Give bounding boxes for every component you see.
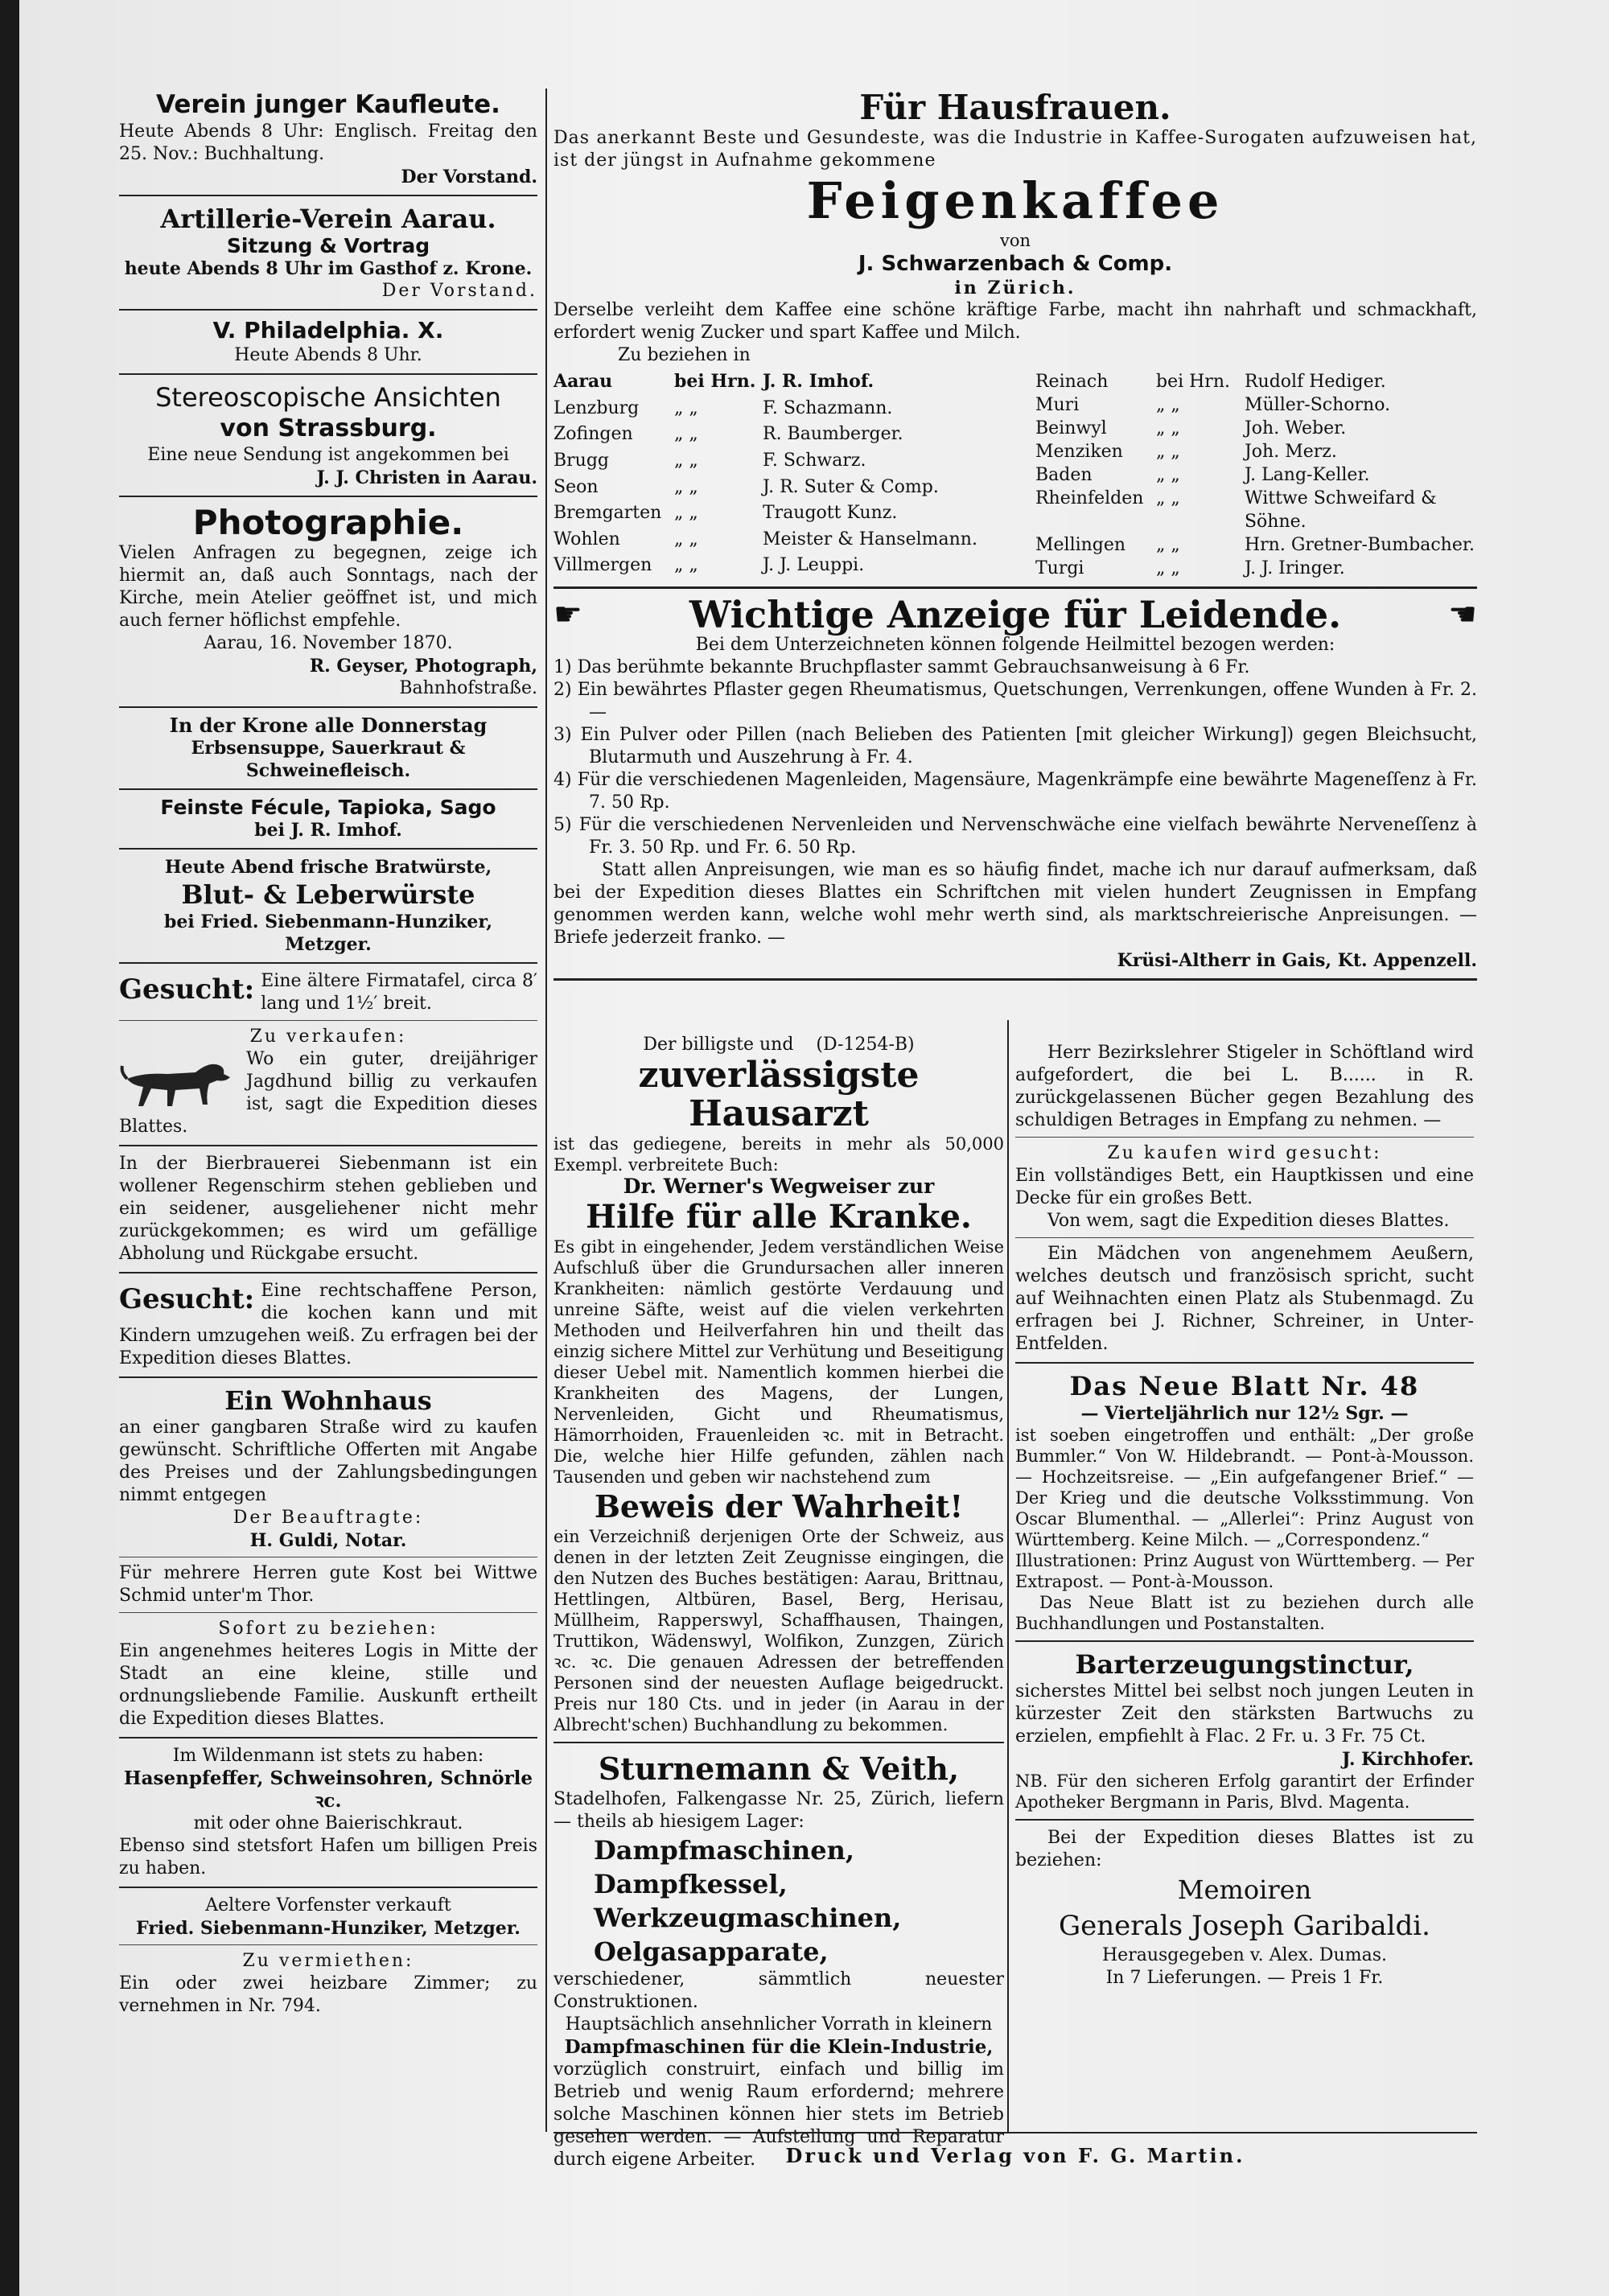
- kaffee-sub: Zu beziehen in: [618, 345, 751, 365]
- stigeler-text: Herr Bezirkslehrer Stigeler in Schöftland wird aufgefordert, die bei L. B...... in R. zurückgelassenen Bücher gegen Bezahlung des schuldigen Betrages in Empfang zu nehmen. —: [1015, 1043, 1474, 1130]
- wohnhaus-text: an einer gangbaren Straße wird zu kaufen gewünscht. Schriftliche Offerten mit Angabe des Preises und der Zahlungsbedingungen nimmt entgegen: [119, 1418, 537, 1505]
- dealer-row: [1035, 417, 1477, 440]
- garibaldi-t4: In 7 Lieferungen. — Preis 1 Fr.: [1105, 1968, 1384, 1988]
- ad-philadelphia: [119, 317, 537, 367]
- artillerie-sig: Der Vorstand.: [381, 281, 537, 301]
- gesucht1-text: Eine ältere Firmatafel, circa 8′ lang und 1½′ breit.: [261, 971, 537, 1014]
- dealer-row: [553, 449, 1003, 475]
- dealer-row: [553, 422, 1003, 449]
- ad-fecule: [119, 796, 537, 841]
- dealer-prefix: „ „: [1155, 465, 1180, 485]
- dealer-town: Muri: [1035, 395, 1080, 415]
- dealer-prefix: „ „: [674, 529, 698, 549]
- wildenmann-line3: mit oder ohne Baierischkraut.: [193, 1813, 463, 1833]
- dealer-prefix: „ „: [674, 424, 698, 445]
- ad-hausarzt: [553, 1034, 1004, 1735]
- dealer-name: J. J. Leuppi.: [763, 555, 865, 576]
- photo-title: Photographie.: [192, 503, 464, 542]
- bart-title: Barterzeugungstinctur,: [1075, 1649, 1414, 1680]
- sturnemann-text: Stadelhofen, Falkengasse Nr. 25, Zürich, liefern — theils ab hiesigem Lager:: [553, 1789, 1004, 1832]
- dealer-table-right: [1035, 370, 1477, 580]
- neueblatt-title: Das Neue Blatt Nr. 48: [1069, 1371, 1420, 1401]
- dealer-row: [1035, 487, 1477, 533]
- dealer-row: [1035, 440, 1477, 463]
- ad-vorfenster: [119, 1895, 537, 1940]
- maedchen-text: Ein Mädchen von angenehmem Aeußern, welches deutsch und französisch spricht, sucht auf Weihnachten einen Platz als Stubenmagd. Zu erfragen bei J. Richner, Schreiner, in Unter-Entfelden.: [1015, 1244, 1474, 1354]
- ad-feigenkaffee: [553, 88, 1477, 580]
- bratwurst-line2: Blut- & Leberwürste: [181, 879, 475, 910]
- philadelphia-title: V. Philadelphia. X.: [212, 317, 444, 344]
- leidende-intro: Bei dem Unterzeichneten können folgende Heilmittel bezogen werden:: [695, 635, 1335, 655]
- dealer-town: Aarau: [553, 371, 613, 392]
- machine-item: Werkzeugmaschinen,: [594, 1903, 902, 1933]
- ad-bratwurst: [119, 856, 537, 956]
- ad-jagdhund: [119, 1026, 537, 1138]
- kaffee-city: in Zürich.: [954, 278, 1076, 298]
- bratwurst-line1: Heute Abend frische Bratwürste,: [164, 857, 492, 878]
- column-rule-right: [1007, 1020, 1009, 2132]
- dealer-town: Turgi: [1035, 558, 1084, 578]
- dealer-town: Reinach: [1035, 372, 1109, 392]
- dealer-town: Bremgarten: [553, 503, 662, 524]
- ad-stigeler: [1015, 1042, 1474, 1132]
- stereo-title2: von Strassburg.: [220, 414, 437, 442]
- wohnhaus-sig: H. Guldi, Notar.: [249, 1530, 407, 1551]
- left-column: [119, 88, 537, 2021]
- neueblatt-text2: Das Neue Blatt ist zu beziehen durch alle Buchhandlungen und Postanstalten.: [1015, 1593, 1474, 1633]
- dealer-row: [553, 475, 1003, 502]
- dealer-prefix: „ „: [674, 450, 698, 471]
- column-rule-left: [545, 88, 547, 2132]
- dealer-name: F. Schazmann.: [763, 397, 893, 418]
- photo-date: Aarau, 16. November 1870.: [204, 633, 453, 653]
- ad-kost: [119, 1562, 537, 1607]
- bart-sig: J. Kirchhofer.: [1342, 1749, 1474, 1770]
- kaffee-title: Für Hausfrauen.: [859, 88, 1171, 127]
- dealer-row: [1035, 557, 1477, 580]
- ad-garibaldi: [1015, 1827, 1474, 1989]
- dealer-table-left: [553, 370, 1003, 580]
- leidende-sig: Krüsi-Altherr in Gais, Kt. Appenzell.: [1117, 950, 1477, 971]
- machine-list: [553, 1833, 1004, 1969]
- kaffee-firm: J. Schwarzenbach & Comp.: [858, 252, 1173, 276]
- dealer-row: [553, 501, 1003, 528]
- zimmer-text: Ein oder zwei heizbare Zimmer; zu vernehmen in Nr. 794.: [119, 1973, 537, 2016]
- garibaldi-t2: Generals Joseph Garibaldi.: [1058, 1910, 1430, 1942]
- hausarzt-sub: ist das gediegene, bereits in mehr als 50,000 Exempl. verbreitete Buch:: [553, 1134, 1004, 1175]
- dealer-prefix: „ „: [674, 555, 698, 576]
- photo-text: Vielen Anfragen zu begegnen, zeige ich hiermit an, daß auch Sonntags, nach der Kirche, mein Atelier geöffnet ist, und mich auch ferner höflichst empfehle.: [119, 543, 537, 631]
- bratwurst-line3: bei Fried. Siebenmann-Hunziker, Metzger.: [163, 911, 493, 955]
- ad-bett: [1015, 1142, 1474, 1232]
- pointing-hand-right-icon: ☛: [553, 596, 582, 633]
- dealer-prefix: „ „: [1155, 442, 1180, 462]
- verein-sig: Der Vorstand.: [401, 167, 537, 187]
- verein-title: Verein junger Kaufleute.: [156, 90, 500, 119]
- remedy-item: 2) Ein bewährtes Pflaster gegen Rheumatismus, Quetschungen, Verrenkungen, offene Wunden à Fr. 2. —: [553, 680, 1477, 722]
- bett-text: Ein vollständiges Bett, ein Hauptkissen und eine Decke für ein großes Bett.: [1015, 1166, 1474, 1208]
- kost-text: Für mehrere Herren gute Kost bei Wittwe Schmid unter'm Thor.: [119, 1563, 537, 1606]
- sturnemann-title: Sturnemann & Veith,: [598, 1751, 960, 1787]
- dealer-name: Joh. Weber.: [1244, 418, 1347, 438]
- hausarzt-book1: Dr. Werner's Wegweiser zur: [623, 1175, 935, 1198]
- artillerie-line2: heute Abends 8 Uhr im Gasthof z. Krone.: [124, 258, 533, 279]
- dealer-name: J. J. Iringer.: [1244, 558, 1345, 578]
- ad-sturnemann: [553, 1750, 1004, 2171]
- stereo-sig: J. J. Christen in Aarau.: [316, 467, 537, 488]
- dealer-prefix: „ „: [674, 476, 698, 497]
- dealer-name: Joh. Merz.: [1244, 442, 1337, 462]
- krone-line1: In der Krone alle Donnerstag: [169, 714, 488, 737]
- ad-zimmer: [119, 1950, 537, 2018]
- dealer-prefix: „ „: [1155, 418, 1180, 438]
- remedy-list: [553, 656, 1477, 859]
- dealer-row: [553, 397, 1003, 423]
- bett-text2: Von wem, sagt die Expedition dieses Blattes.: [1047, 1211, 1450, 1231]
- dealer-row: [1035, 393, 1477, 417]
- ad-photographie: [119, 504, 537, 700]
- leidende-title: Wichtige Anzeige für Leidende.: [689, 593, 1342, 636]
- verein-text: Heute Abends 8 Uhr: Englisch. Freitag den 25. Nov.: Buchhaltung.: [119, 121, 537, 164]
- dealer-name: Meister & Hanselmann.: [763, 529, 977, 549]
- bart-text: sicherstes Mittel bei selbst noch jungen Leuten in kürzester Zeit den stärksten Bartwuchs zu erzielen, empfiehlt à Flac. 2 Fr. u. 3 Fr. 75 Ct.: [1015, 1681, 1474, 1747]
- ad-bart: [1015, 1648, 1474, 1813]
- dealer-town: Zofingen: [553, 424, 633, 445]
- dealer-prefix: „ „: [1155, 558, 1180, 578]
- neueblatt-price: — Vierteljährlich nur 12½ Sgr. —: [1080, 1403, 1409, 1424]
- ad-wohnhaus: [119, 1385, 537, 1552]
- wildenmann-line1: Im Wildenmann ist stets zu haben:: [172, 1746, 484, 1766]
- garibaldi-text: Bei der Expedition dieses Blattes ist zu beziehen:: [1015, 1828, 1474, 1870]
- gesucht1-head: Gesucht:: [119, 973, 255, 1006]
- vorfenster-line1: Aeltere Vorfenster verkauft: [205, 1895, 451, 1915]
- wildenmann-line2: Hasenpfeffer, Schweinsohren, Schnörle ꝛc.: [123, 1767, 533, 1812]
- hausarzt-pre: Der billigste und: [643, 1035, 794, 1055]
- machine-item: Oelgasapparate,: [594, 1936, 829, 1967]
- middle-column: [553, 1034, 1004, 2175]
- stereo-text: Eine neue Sendung ist angekommen bei: [147, 445, 509, 465]
- right-column: [1015, 1042, 1474, 1993]
- dealer-town: Brugg: [553, 450, 610, 471]
- kaffee-von: von: [999, 231, 1031, 250]
- dealer-row: [1035, 463, 1477, 487]
- dealer-row: [1035, 533, 1477, 557]
- leidende-text: Statt allen Anpreisungen, wie man es so häufig findet, mache ich nur darauf aufmerksam, daß bei der Expedition dieses Blattes ein Schriftchen mit vielen hundert Zeugnissen in Empfang genommen werden kann, welche wohl mehr werth sind, als marktschreierische Anpreisungen. — Briefe jederzeit franko. —: [553, 860, 1477, 948]
- garibaldi-t3: Herausgegeben v. Alex. Dumas.: [1102, 1945, 1387, 1965]
- fecule-line2: bei J. R. Imhof.: [254, 820, 402, 841]
- fecule-line1: Feinste Fécule, Tapioka, Sago: [160, 796, 496, 819]
- wildenmann-line4: Ebenso sind stetsfort Hafen um billigen Preis zu haben.: [119, 1836, 537, 1878]
- ad-logis: [119, 1618, 537, 1730]
- ad-stereo: [119, 381, 537, 489]
- ad-krone: [119, 714, 537, 782]
- dealer-name: Rudolf Hediger.: [1244, 372, 1386, 392]
- dealer-prefix: „ „: [1155, 535, 1180, 555]
- dealer-town: Wohlen: [553, 529, 620, 549]
- machine-item: Dampfkessel,: [594, 1869, 788, 1899]
- photo-addr: Bahnhofstraße.: [399, 678, 537, 698]
- dealer-town: Mellingen: [1035, 535, 1126, 555]
- dealer-name: Müller-Schorno.: [1244, 395, 1391, 415]
- dealer-town: Beinwyl: [1035, 418, 1107, 438]
- ad-gesucht-firmatafel: [119, 970, 537, 1015]
- dealer-town: Baden: [1035, 465, 1093, 485]
- dealer-row: [1035, 370, 1477, 393]
- machine-item: Dampfmaschinen,: [594, 1835, 855, 1866]
- logis-head: Sofort zu beziehen:: [218, 1619, 438, 1639]
- hausarzt-book2: Hilfe für alle Kranke.: [586, 1198, 972, 1236]
- ad-neues-blatt: [1015, 1370, 1474, 1634]
- krone-line2: Erbsensuppe, Sauerkraut & Schweinefleisch.: [191, 738, 466, 781]
- dealer-town: Seon: [553, 476, 599, 497]
- remedy-item: 5) Für die verschiedenen Nervenleiden und Nervenschwäche eine vielfach bewährte Nerveneſſenz à Fr. 3. 50 Rp. und Fr. 6. 50 Rp.: [553, 815, 1477, 858]
- jagdhund-text: Wo ein guter, dreijähriger Jagdhund billig zu verkaufen ist, sagt die Expedition dieses Blattes.: [119, 1049, 537, 1137]
- hausarzt-text2: ein Verzeichniß derjenigen Orte der Schweiz, aus denen in der letzten Zeit Zeugnisse eingingen, die den Nutzen des Buches bestätigen: Aarau, Brittnau, Hettlingen, Altbüren, Basel, Berg, Herisau, Müllheim, Rapperswyl, Schaffhausen, Thaingen, Truttikon, Wädenswyl, Wolfikon, Zunzgen, Zürich ꝛc. ꝛc. Die genauen Adressen der betreffenden Personen sind der neuesten Auflage beigedruckt. Preis nur 180 Cts. und in jeder (in Aarau in der Albrecht'schen) Buchhandlung zu bekommen.: [553, 1527, 1004, 1734]
- philadelphia-line: Heute Abends 8 Uhr.: [234, 345, 422, 365]
- wohnhaus-title: Ein Wohnhaus: [224, 1385, 432, 1416]
- dealer-prefix: bei Hrn.: [674, 371, 756, 392]
- hausarzt-proof: Beweis der Wahrheit!: [594, 1488, 964, 1524]
- ad-maedchen: [1015, 1243, 1474, 1356]
- wohnhaus-role: Der Beauftragte:: [233, 1508, 424, 1528]
- zimmer-head: Zu vermiethen:: [242, 1951, 414, 1971]
- dealer-name: Wittwe Schweifard & Söhne.: [1244, 488, 1437, 532]
- gesucht2-head: Gesucht:: [119, 1283, 255, 1315]
- remedy-item: 4) Für die verschiedenen Magenleiden, Magensäure, Magenkrämpfe eine bewährte Mageneſſenz à Fr. 7. 50 Rp.: [553, 770, 1477, 813]
- dealer-name: F. Schwarz.: [763, 450, 866, 471]
- dealer-prefix: „ „: [674, 397, 698, 418]
- ad-gesucht-person: [119, 1280, 537, 1370]
- kaffee-intro: Das anerkannt Beste und Gesundeste, was die Industrie in Kaffee-Surogaten aufzuweisen hat, ist der jüngst in Aufnahme gekommene: [553, 128, 1477, 171]
- bett-head: Zu kaufen wird gesucht:: [1107, 1143, 1382, 1163]
- dog-illustration-icon: [119, 1048, 240, 1113]
- ad-artillerie: [119, 203, 537, 302]
- sturnemann-text4: vorzüglich construirt, einfach und billig im Betrieb und wenig Raum erfordernd; mehrere solche Maschinen können hier stets im Betrieb gesehen werden. — Aufstellung und Reparatur durch eigene Arbeiter.: [553, 2059, 1004, 2170]
- dealer-town: Villmergen: [553, 555, 652, 576]
- remedy-item: 1) Das berühmte bekannte Bruchpflaster sammt Gebrauchsanweisung à 6 Fr.: [553, 657, 1250, 677]
- dealer-name: Traugott Kunz.: [763, 503, 898, 524]
- dealer-name: J. R. Imhof.: [763, 371, 874, 392]
- neueblatt-illus: Illustrationen: Prinz August von Württemberg. — Per Extrapost. — Pont-à-Mousson.: [1015, 1551, 1474, 1591]
- footer-imprint: Druck und Verlag von F. G. Martin.: [785, 2144, 1245, 2167]
- ad-regenschirm: [119, 1153, 537, 1265]
- dealer-prefix: „ „: [674, 503, 698, 524]
- regenschirm-text: In der Bierbrauerei Siebenmann ist ein wollener Regenschirm stehen geblieben und ein seidener, ausgeliehener nicht mehr zurückgekommen; es wird um gefällige Abholung und Rückgabe ersucht.: [119, 1154, 537, 1264]
- stereo-title1: Stereoscopische Ansichten: [155, 382, 501, 413]
- dealer-prefix: bei Hrn.: [1155, 372, 1230, 392]
- dealer-town: Lenzburg: [553, 397, 640, 418]
- artillerie-line1: Sitzung & Vortrag: [226, 234, 430, 257]
- dealer-prefix: „ „: [1155, 488, 1180, 508]
- dealer-name: J. R. Suter & Comp.: [763, 476, 939, 497]
- sturnemann-text3: Hauptsächlich ansehnlicher Vorrath in kleinern: [565, 2014, 993, 2035]
- kaffee-product: Feigenkaffee: [806, 171, 1224, 230]
- pointing-hand-left-icon: ☚: [1448, 596, 1477, 633]
- ad-leidende: [553, 595, 1477, 972]
- remedy-item: 3) Ein Pulver oder Pillen (nach Belieben des Patienten [mit gleicher Wirkung]) gegen Bleichsucht, Blutarmuth und Auszehrung à Fr. 4.: [553, 725, 1477, 767]
- sturnemann-text2: verschiedener, sämmtlich neuester Construktionen.: [553, 1969, 1004, 2012]
- dealer-name: Hrn. Gretner-Bumbacher.: [1244, 535, 1475, 555]
- dealer-town: Menziken: [1035, 442, 1123, 462]
- ad-verein: [119, 88, 537, 188]
- ad-wildenmann: [119, 1745, 537, 1880]
- photo-sig: R. Geyser, Photograph,: [309, 656, 537, 677]
- dealer-name: R. Baumberger.: [763, 424, 903, 445]
- jagdhund-head: Zu verkaufen:: [249, 1027, 407, 1047]
- dealer-town: Rheinfelden: [1035, 488, 1144, 508]
- neueblatt-text: ist soeben eingetroffen und enthält: „Der große Bummler.“ Von W. Hildebrandt. — Pont-à-Mousson. — Hochzeitsreise. — „Ein aufgefangener Brief.“ — Der Krieg und die deutsche Volksstimmung. Von Oscar Blumenthal. — „Allerlei“: Prinz August von Württemberg. Keine Milch. — „Correspondenz.“: [1015, 1426, 1474, 1549]
- artillerie-title: Artillerie-Verein Aarau.: [160, 204, 496, 234]
- top-wide-area: [553, 88, 1477, 987]
- dealer-row: [553, 528, 1003, 554]
- bart-nb: NB. Für den sicheren Erfolg garantirt der Erfinder Apotheker Bergmann in Paris, Blvd. Magenta.: [1015, 1771, 1474, 1812]
- dealer-prefix: „ „: [1155, 395, 1180, 415]
- logis-text: Ein angenehmes heiteres Logis in Mitte der Stadt an eine kleine, stille und ordnungsliebende Familie. Auskunft ertheilt die Expedition dieses Blattes.: [119, 1641, 537, 1729]
- hausarzt-text: Es gibt in eingehender, Jedem verständlichen Weise Aufschluß über die Grundursachen aller inneren Krankheiten: nämlich gestörte Verdauung und unreine Säfte, weist auf die vielen verkehrten Methoden und Heilverfahren hin und theilt das einzig sichere Mittel zur Verhütung und Beseitigung dieser Uebel mit. Namentlich kommen hierbei die Krankheiten des Magens, der Lungen, Nervenleiden, Gicht und Rheumatismus, Hämorrhoiden, Frauenleiden ꝛc. mit in Betracht. Die, welche hier Hilfe gefunden, zählen nach Tausenden und geben wir nachstehend zum: [553, 1237, 1004, 1487]
- gesucht2-text: Eine rechtschaffene Person, die kochen kann und mit Kindern umzugehen weiß. Zu erfragen bei der Expedition dieses Blattes.: [119, 1281, 537, 1368]
- hausarzt-title: zuverlässigste Hausarzt: [638, 1055, 920, 1134]
- garibaldi-t1: Memoiren: [1177, 1874, 1312, 1905]
- dealer-name: J. Lang-Keller.: [1244, 465, 1370, 485]
- scan-edge: [0, 0, 19, 2296]
- kaffee-desc: Derselbe verleiht dem Kaffee eine schöne kräftige Farbe, macht ihn nahrhaft und schmackhaft, erfordert wenig Zucker und spart Kaffee und Milch.: [553, 300, 1477, 343]
- vorfenster-line2: Fried. Siebenmann-Hunziker, Metzger.: [136, 1918, 521, 1939]
- dealer-row: [553, 553, 1003, 580]
- sturnemann-bold: Dampfmaschinen für die Klein-Industrie,: [564, 2036, 994, 2058]
- hausarzt-code: (D-1254-B): [816, 1035, 915, 1055]
- dealer-row: [553, 370, 1003, 397]
